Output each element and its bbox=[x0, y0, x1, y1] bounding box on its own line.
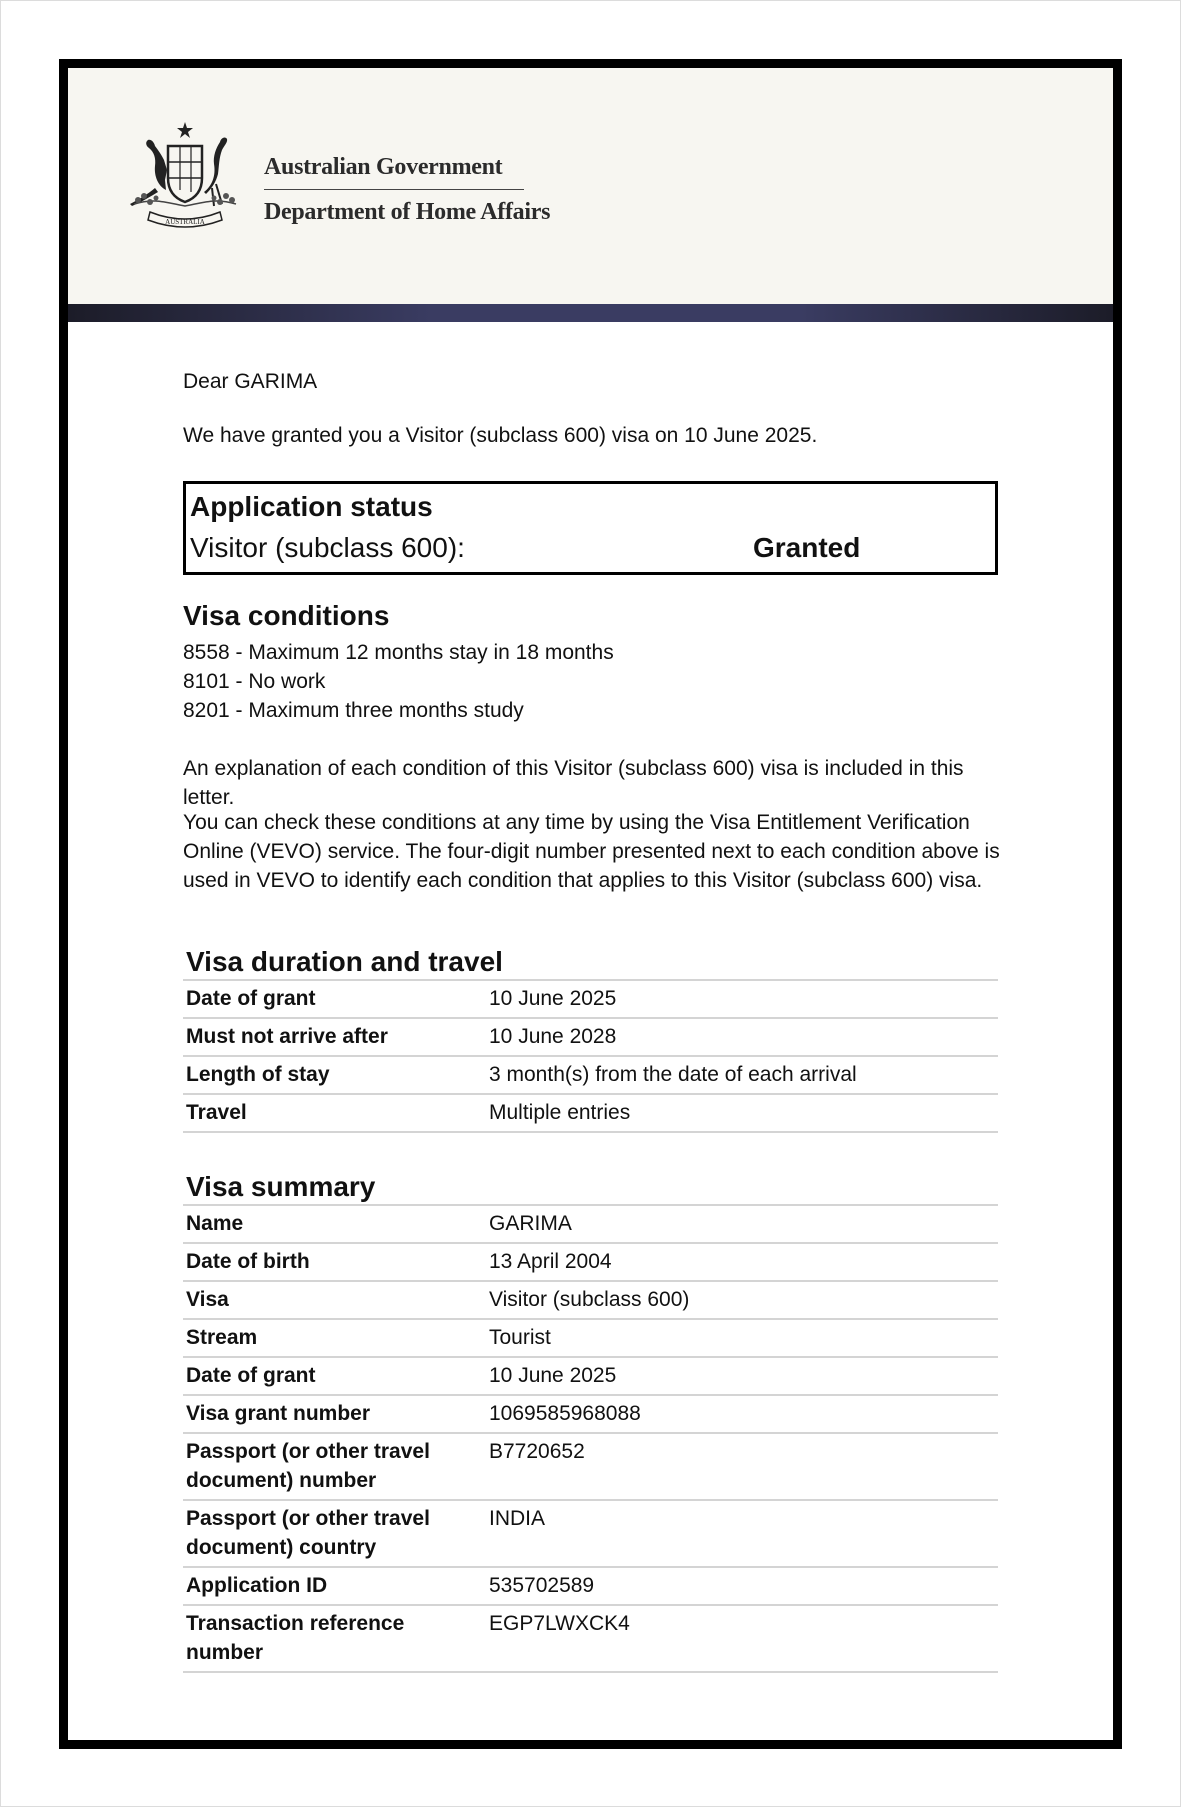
status-value: Granted bbox=[753, 532, 861, 563]
visa-grant-letter bbox=[59, 59, 1122, 1749]
table-row bbox=[183, 980, 998, 1018]
table-row bbox=[183, 1357, 998, 1395]
row-value: B7720652 bbox=[486, 1433, 998, 1500]
title-divider bbox=[264, 189, 524, 190]
row-value: Visitor (subclass 600) bbox=[486, 1281, 998, 1319]
row-value: 1069585968088 bbox=[486, 1395, 998, 1433]
letter-header bbox=[68, 68, 1113, 304]
table-row bbox=[183, 1281, 998, 1319]
status-visa-label: Visitor (subclass 600): bbox=[190, 532, 465, 563]
row-value: 10 June 2028 bbox=[486, 1018, 998, 1056]
row-value: EGP7LWXCK4 bbox=[486, 1605, 998, 1672]
application-status-box bbox=[183, 481, 998, 575]
row-label: Travel bbox=[183, 1094, 486, 1132]
crest-scroll-label: AUSTRALIA bbox=[165, 218, 205, 226]
row-label: Name bbox=[183, 1205, 486, 1243]
vevo-paragraph: You can check these conditions at any time by using the Visa Entitlement Verification Online (VEVO) service. The four-digit number presented next to each condition above is used in VEVO to identify each condition that applies to this Visitor (subclass 600) visa. bbox=[183, 811, 1000, 892]
row-value: 10 June 2025 bbox=[486, 1357, 998, 1395]
condition-item: 8558 - Maximum 12 months stay in 18 months bbox=[183, 641, 614, 664]
table-row bbox=[183, 1433, 998, 1500]
visa-summary-table bbox=[183, 1204, 998, 1673]
table-row bbox=[183, 1018, 998, 1056]
table-row bbox=[183, 1094, 998, 1132]
row-value: 10 June 2025 bbox=[486, 980, 998, 1018]
row-label: Must not arrive after bbox=[183, 1018, 486, 1056]
row-label: Visa bbox=[183, 1281, 486, 1319]
row-value: 13 April 2004 bbox=[486, 1243, 998, 1281]
visa-summary-title: Visa summary bbox=[186, 1171, 376, 1202]
table-row bbox=[183, 1319, 998, 1357]
row-label: Date of birth bbox=[183, 1243, 486, 1281]
row-label: Application ID bbox=[183, 1567, 486, 1605]
grant-statement: We have granted you a Visitor (subclass 600) visa on 10 June 2025. bbox=[183, 424, 818, 447]
department-name: Department of Home Affairs bbox=[264, 199, 551, 225]
row-label: Visa grant number bbox=[183, 1395, 486, 1433]
government-name: Australian Government bbox=[264, 154, 503, 180]
table-row bbox=[183, 1395, 998, 1433]
table-row bbox=[183, 1056, 998, 1094]
table-row bbox=[183, 1567, 998, 1605]
row-value: 535702589 bbox=[486, 1567, 998, 1605]
row-value: Multiple entries bbox=[486, 1094, 998, 1132]
row-label: Passport (or other travel document) country bbox=[183, 1500, 486, 1567]
row-value: INDIA bbox=[486, 1500, 998, 1567]
row-value: GARIMA bbox=[486, 1205, 998, 1243]
row-label: Stream bbox=[183, 1319, 486, 1357]
visa-duration-table bbox=[183, 979, 998, 1133]
row-value: 3 month(s) from the date of each arrival bbox=[486, 1056, 998, 1094]
row-label: Date of grant bbox=[183, 1357, 486, 1395]
row-label: Passport (or other travel document) number bbox=[183, 1433, 486, 1500]
table-row bbox=[183, 1205, 998, 1243]
condition-item: 8101 - No work bbox=[183, 670, 326, 693]
row-label: Length of stay bbox=[183, 1056, 486, 1094]
table-row bbox=[183, 1243, 998, 1281]
visa-duration-title: Visa duration and travel bbox=[186, 946, 503, 977]
row-label: Date of grant bbox=[183, 980, 486, 1018]
coat-of-arms-logo bbox=[124, 120, 246, 238]
table-row bbox=[183, 1605, 998, 1672]
row-value: Tourist bbox=[486, 1319, 998, 1357]
row-label: Transaction reference number bbox=[183, 1605, 486, 1672]
conditions-list bbox=[183, 638, 614, 725]
condition-item: 8201 - Maximum three months study bbox=[183, 699, 524, 722]
conditions-explanation: An explanation of each condition of this Visitor (subclass 600) visa is included in this letter. bbox=[183, 757, 964, 809]
status-title: Application status bbox=[190, 491, 433, 522]
visa-conditions-title: Visa conditions bbox=[183, 600, 390, 631]
agency-title-block bbox=[264, 154, 550, 226]
greeting: Dear GARIMA bbox=[183, 370, 318, 393]
table-row bbox=[183, 1500, 998, 1567]
header-color-band bbox=[68, 304, 1113, 322]
